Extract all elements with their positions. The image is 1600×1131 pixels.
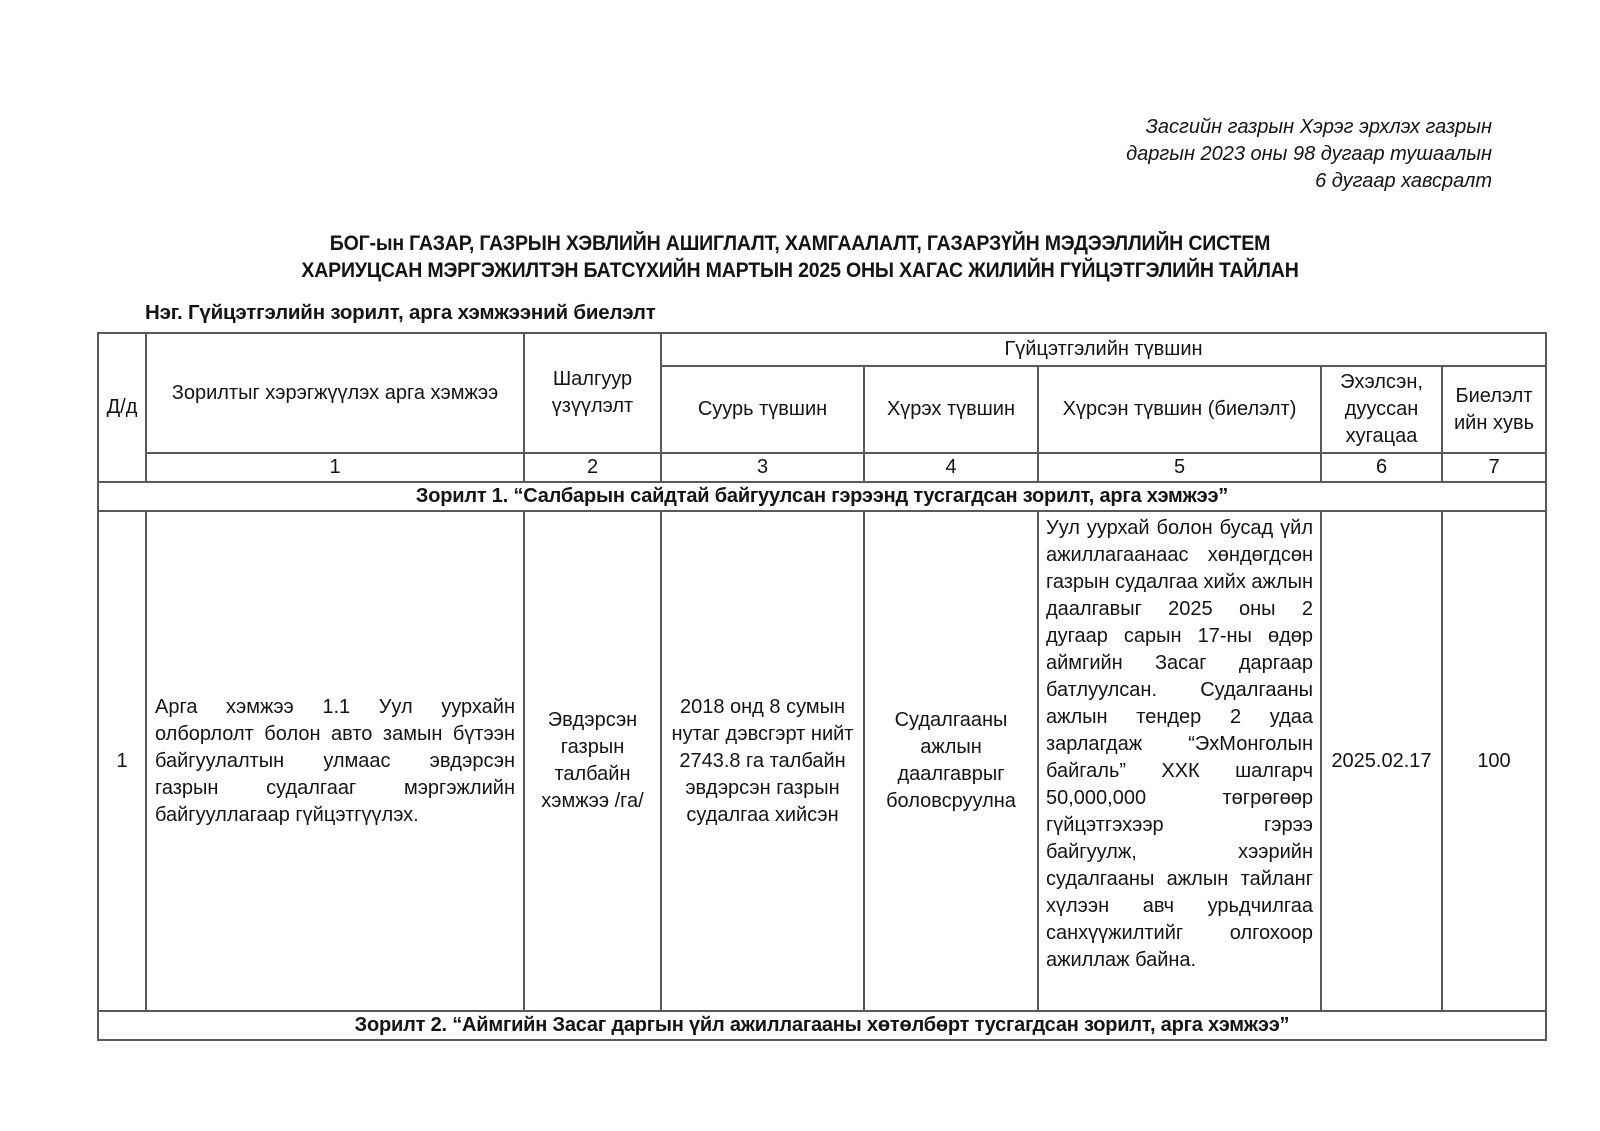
document-title-line: БОГ-ын ГАЗАР, ГАЗРЫН ХЭВЛИЙН АШИГЛАЛТ, ХАМГААЛАЛТ, ГАЗАРЗҮЙН МЭДЭЭЛЛИЙН СИСТЕМ	[329, 232, 1271, 255]
goal-2-title: Зорилт 2. “Аймгийн Засаг даргын үйл ажиллагааны хөтөлбөрт тусгагдсан зорилт, арга хэмжээ”	[98, 1011, 1546, 1040]
header-achieved-level: Хүрсэн түвшин (биелэлт)	[1038, 366, 1321, 453]
cell-base-level: 2018 онд 8 сумын нутаг дэвсгэрт нийт 2743.8 га талбайн эвдэрсэн газрын судалгаа хийсэн	[661, 511, 864, 1011]
performance-report-table	[97, 332, 1547, 1041]
section-heading: Нэг. Гүйцэтгэлийн зорилт, арга хэмжээний биелэлт	[145, 301, 656, 324]
header-target-level: Хүрэх түвшин	[864, 366, 1038, 453]
goal-2-banner-row	[98, 1011, 1546, 1040]
goal-1-title: Зорилт 1. “Салбарын сайдтай байгуулсан гэрээнд тусгагдсан зорилт, арга хэмжээ”	[98, 482, 1546, 511]
header-indicator: Шалгуур үзүүлэлт	[524, 333, 661, 453]
column-number: 4	[864, 453, 1038, 482]
decree-reference-note	[800, 114, 1492, 195]
cell-target-level: Судалгааны ажлын даалгаврыг боловсруулна	[864, 511, 1038, 1011]
column-number: 2	[524, 453, 661, 482]
header-performance-level: Гүйцэтгэлийн түвшин	[661, 333, 1546, 366]
header-num: Д/д	[98, 333, 146, 482]
cell-achieved-level: Уул уурхай болон бусад үйл ажиллагаанаас хөндөгдсөн газрын судалгаа хийх ажлын даалгавыг 2025 оны 2 дугаар сарын 17-ны өдөр аймгийн Засаг даргаар батлуулсан. Судалгааны ажлын тендер 2 удаа зарлагдаж “ЭхМонголын байгаль” ХХК шалгарч 50,000,000 төгрөгөөр гүйцэтгэхээр гэрээ байгуулж, хээрийн судалгааны ажлын тайланг хүлээн авч урьдчилгаа санхүүжилтийг олгохоор ажиллаж байна.	[1038, 511, 1321, 1011]
column-number: 5	[1038, 453, 1321, 482]
cell-indicator: Эвдэрсэн газрын талбайн хэмжээ /га/	[524, 511, 661, 1011]
header-base-level: Суурь түвшин	[661, 366, 864, 453]
column-number-row	[98, 453, 1546, 482]
column-number: 6	[1321, 453, 1442, 482]
document-title	[149, 230, 1451, 284]
goal-1-banner-row	[98, 482, 1546, 511]
decree-reference-line: 6 дугаар хавсралт	[1315, 170, 1492, 192]
column-number: 3	[661, 453, 864, 482]
column-number: 7	[1442, 453, 1546, 482]
decree-reference-line: Засгийн газрын Хэрэг эрхлэх газрын	[1145, 116, 1492, 138]
header-percent: Биелэлт ийн хувь	[1442, 366, 1546, 453]
table-header-row-top	[98, 333, 1546, 366]
table-row	[98, 511, 1546, 1011]
cell-measure: Арга хэмжээ 1.1 Уул уурхайн олборлолт болон авто замын бүтээн байгуулалтын улмаас эвдэрсэн газрын судалгааг мэргэжлийн байгууллагаар гүйцэтгүүлэх.	[146, 511, 524, 1011]
header-measure: Зорилтыг хэрэгжүүлэх арга хэмжээ	[146, 333, 524, 453]
column-number: 1	[146, 453, 524, 482]
header-period: Эхэлсэн, дууссан хугацаа	[1321, 366, 1442, 453]
cell-period: 2025.02.17	[1321, 511, 1442, 1011]
cell-percent: 100	[1442, 511, 1546, 1011]
cell-row-number: 1	[98, 511, 146, 1011]
decree-reference-line: даргын 2023 оны 98 дугаар тушаалын	[1126, 143, 1492, 165]
document-title-line: ХАРИУЦСАН МЭРГЭЖИЛТЭН БАТСҮХИЙН МАРТЫН 2025 ОНЫ ХАГАС ЖИЛИЙН ГҮЙЦЭТГЭЛИЙН ТАЙЛАН	[301, 259, 1299, 282]
